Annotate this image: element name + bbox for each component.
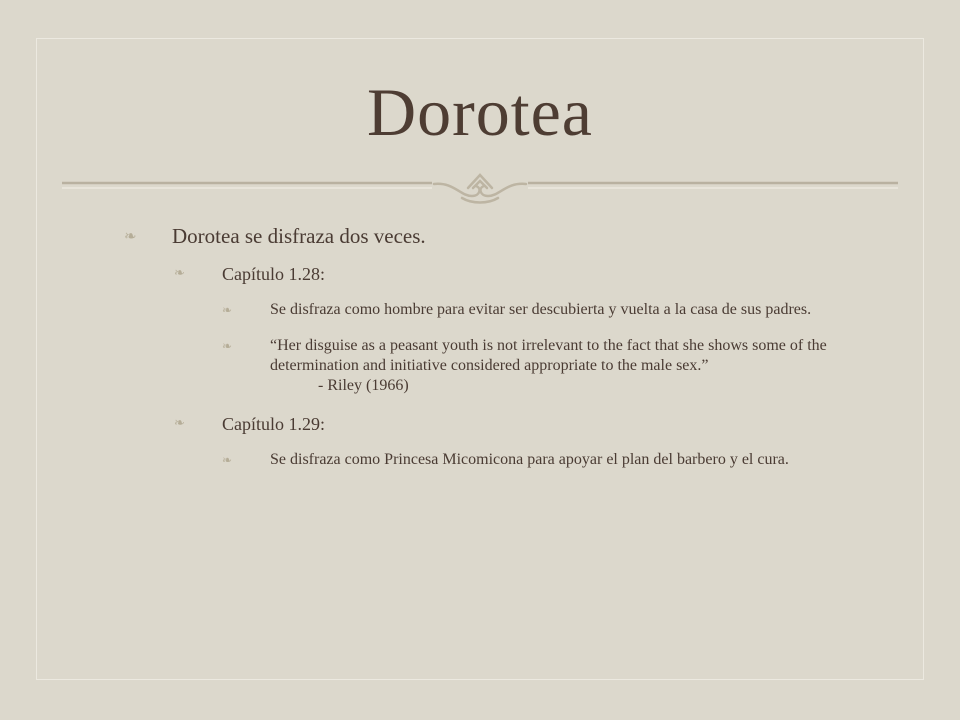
bullet-level1 xyxy=(110,222,850,250)
bullet-text: Dorotea se disfraza dos veces. xyxy=(172,224,426,248)
bullet-text: Se disfraza como Princesa Micomicona para apoyar el plan del barbero y el cura. xyxy=(270,451,789,468)
bullet-quote-riley xyxy=(110,336,850,396)
fleuron-icon: ❧ xyxy=(222,339,233,353)
fleuron-icon: ❧ xyxy=(222,453,233,467)
fleuron-icon: ❧ xyxy=(174,416,185,431)
quote-attribution: - Riley (1966) xyxy=(318,377,409,394)
fleuron-icon: ❧ xyxy=(124,227,137,245)
bullet-text: Capítulo 1.29: xyxy=(222,414,325,434)
fleuron-icon: ❧ xyxy=(174,266,185,281)
bullet-disguise-princesa xyxy=(110,450,850,470)
fleuron-icon: ❧ xyxy=(222,303,233,317)
bullet-capitulo-128 xyxy=(110,262,850,286)
bullet-list xyxy=(110,222,850,486)
bullet-text: Se disfraza como hombre para evitar ser descubierta y vuelta a la casa de sus padres. xyxy=(270,301,812,318)
slide-title: Dorotea xyxy=(366,74,593,150)
bullet-capitulo-129 xyxy=(110,412,850,436)
bullet-disguise-hombre xyxy=(110,300,850,320)
quote-text: “Her disguise as a peasant youth is not irrelevant to the fact that she shows some of the determination and initiative considered appropriate to the male sex.” xyxy=(270,337,827,374)
bullet-text: Capítulo 1.28: xyxy=(222,264,325,284)
ornamental-divider xyxy=(62,172,898,212)
